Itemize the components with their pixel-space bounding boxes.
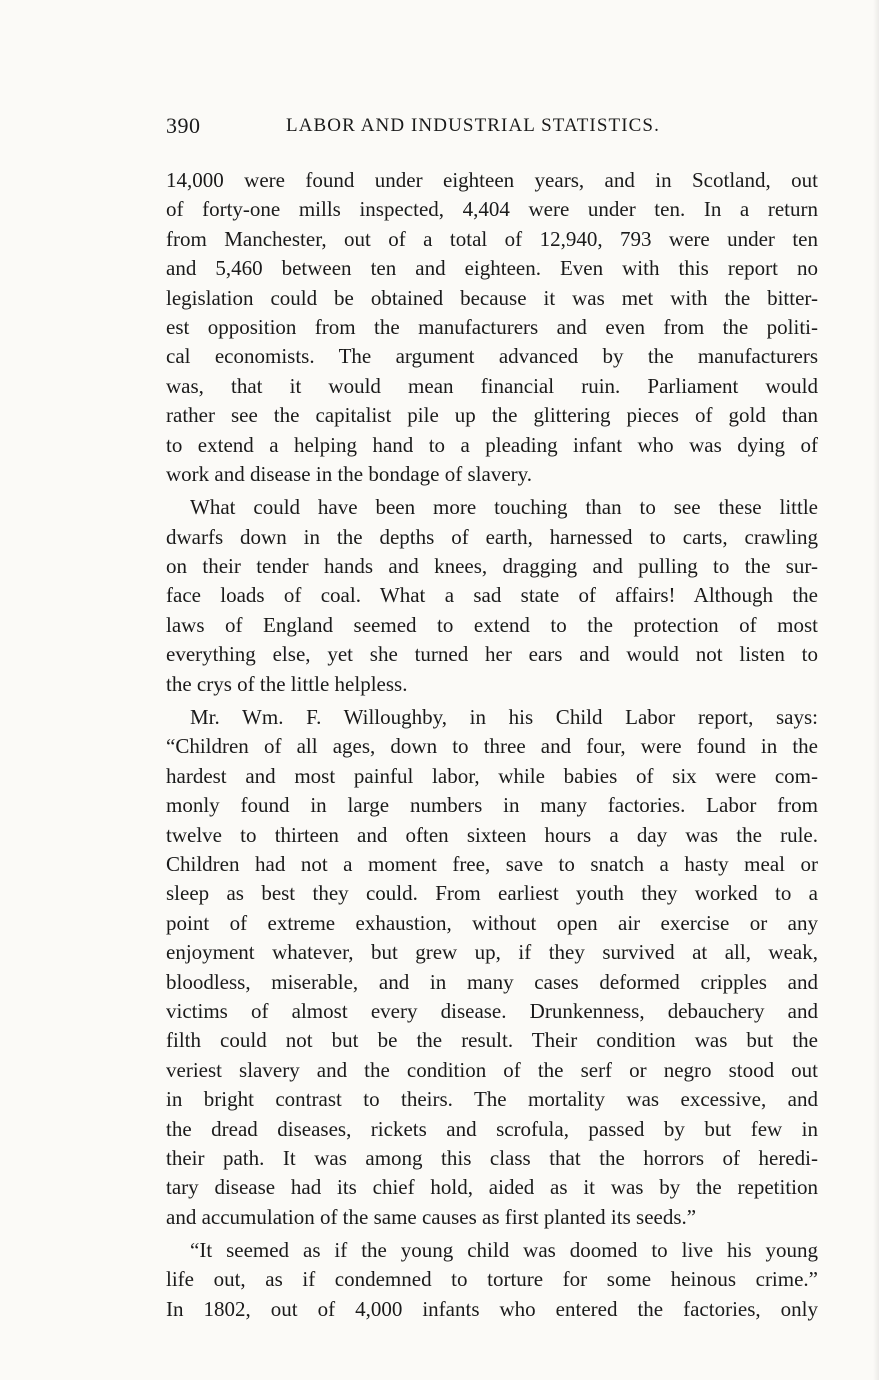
text-line: est opposition from the manufacturers and even from the politi- [166,314,818,339]
text-line: the crys of the little helpless. [166,671,408,696]
text-line: work and disease in the bondage of slavery. [166,461,533,486]
text-line: in bright contrast to theirs. The mortality was excessive, and [166,1087,818,1112]
text-line: laws of England seemed to extend to the protection of most [166,612,818,637]
text-line: of forty-one mills inspected, 4,404 were under ten. In a return [166,197,818,222]
text-line: to extend a helping hand to a pleading infant who was dying of [166,432,818,457]
text-line: was, that it would mean financial ruin. Parliament would [166,373,818,398]
body-text [166,166,818,1324]
text-line: hardest and most painful labor, while babies of six were com- [166,763,818,788]
text-line: life out, as if condemned to torture for some heinous crime.” [166,1267,818,1292]
paragraph [166,1236,818,1324]
text-line: and 5,460 between ten and eighteen. Even with this report no [166,256,818,281]
paragraph [166,166,818,489]
text-line: bloodless, miserable, and in many cases deformed cripples and [166,969,818,994]
text-line: Children had not a moment free, save to snatch a hasty meal or [166,851,818,876]
text-line: from Manchester, out of a total of 12,940, 793 were under ten [166,226,818,251]
text-line: cal economists. The argument advanced by the manufacturers [166,344,818,369]
text-line: on their tender hands and knees, dragging and pulling to the sur- [166,554,818,579]
text-line: dwarfs down in the depths of earth, harnessed to carts, crawling [166,524,818,549]
text-line: “It seemed as if the young child was doomed to live his young [190,1238,818,1263]
text-line: legislation could be obtained because it was met with the bitter- [166,285,818,310]
text-line: victims of almost every disease. Drunkenness, debauchery and [166,998,818,1023]
text-line: rather see the capitalist pile up the glittering pieces of gold than [166,403,818,428]
page-edge-shadow [873,0,879,1380]
text-line: face loads of coal. What a sad state of affairs! Although the [166,583,818,608]
text-line: enjoyment whatever, but grew up, if they survived at all, weak, [166,940,818,965]
text-line: filth could not but be the result. Their condition was but the [166,1028,818,1053]
page-header [166,113,826,143]
text-line: and accumulation of the same causes as first planted its seeds.” [166,1204,697,1229]
page-number: 390 [166,113,201,138]
text-line: “Children of all ages, down to three and four, were found in the [166,734,818,759]
text-line: sleep as best they could. From earliest youth they worked to a [166,881,818,906]
text-line: monly found in large numbers in many factories. Labor from [166,793,818,818]
text-line: tary disease had its chief hold, aided as it was by the repetition [166,1175,818,1200]
text-line: everything else, yet she turned her ears and would not listen to [166,642,818,667]
paragraph [166,493,818,699]
text-line: 14,000 were found under eighteen years, and in Scotland, out [166,168,818,192]
text-line: veriest slavery and the condition of the serf or negro stood out [166,1057,818,1082]
text-line: point of extreme exhaustion, without open air exercise or any [166,910,818,935]
text-line: twelve to thirteen and often sixteen hours a day was the rule. [166,822,818,847]
text-line: What could have been more touching than to see these little [190,495,818,520]
text-line: the dread diseases, rickets and scrofula, passed by but few in [166,1116,818,1141]
text-line: In 1802, out of 4,000 infants who entered the factories, only [166,1296,818,1321]
text-line: Mr. Wm. F. Willoughby, in his Child Labor report, says: [190,705,818,730]
text-line: their path. It was among this class that the horrors of heredi- [166,1145,818,1170]
running-head: LABOR AND INDUSTRIAL STATISTICS. [286,115,660,136]
paragraph [166,703,818,1232]
